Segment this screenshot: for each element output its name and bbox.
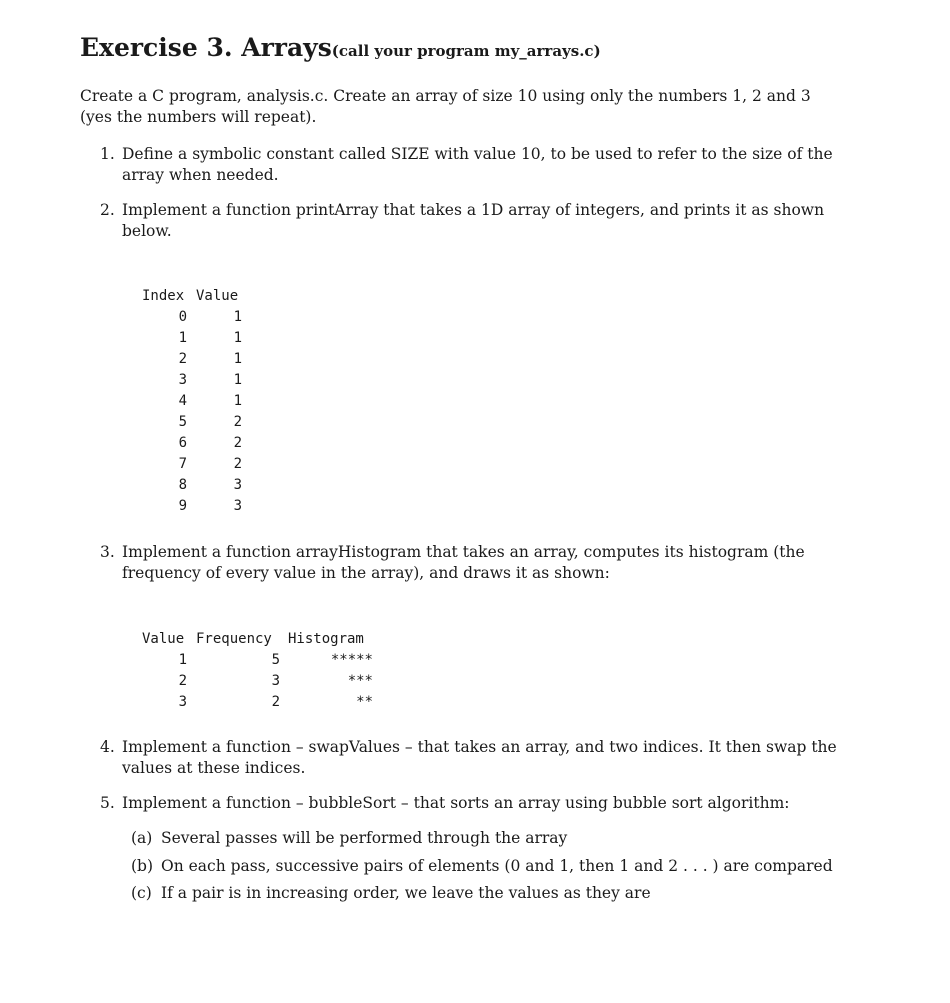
cell-histogram: ***	[347, 673, 373, 689]
sub-item-text: On each pass, successive pairs of elements (0 and 1, then 1 and 2 . . . ) are compared	[161, 857, 833, 875]
cell-histogram: **	[356, 694, 373, 710]
cell-value: 3	[233, 477, 242, 493]
histogram-output	[142, 629, 373, 713]
table-row	[142, 433, 242, 454]
table-row	[142, 412, 242, 433]
exercise-title: Exercise 3. Arrays	[80, 33, 332, 62]
table-row	[142, 328, 242, 349]
cell-value: 1	[233, 351, 242, 367]
table-row	[142, 454, 242, 475]
header-histogram: Histogram	[288, 631, 364, 647]
cell-value: 3	[178, 694, 187, 710]
cell-value: 3	[233, 498, 242, 514]
table-row	[142, 671, 373, 692]
cell-value: 2	[233, 414, 242, 430]
header-value: Value	[196, 288, 239, 304]
item-number: 4.	[100, 738, 115, 756]
table-row	[142, 650, 373, 671]
item-number: 5.	[100, 794, 115, 812]
cell-index: 9	[178, 498, 187, 514]
table-header-row	[142, 629, 364, 650]
item-text: Implement a function arrayHistogram that takes an array, computes its histogram (the frequency of every value in the array), and draws it as shown:	[122, 543, 805, 582]
cell-value: 1	[178, 652, 187, 668]
cell-frequency: 5	[271, 652, 280, 668]
header-value: Value	[142, 631, 185, 647]
cell-value: 2	[233, 435, 242, 451]
cell-value: 1	[233, 372, 242, 388]
cell-value: 1	[233, 393, 242, 409]
cell-index: 4	[178, 393, 187, 409]
sub-item-text: Several passes will be performed through the array	[161, 829, 568, 847]
print-array-output	[142, 286, 242, 517]
sub-item-label: (b)	[131, 857, 154, 875]
table-row	[142, 496, 242, 517]
cell-index: 7	[178, 456, 187, 472]
cell-index: 5	[178, 414, 187, 430]
cell-value: 1	[233, 309, 242, 325]
table-row	[142, 475, 242, 496]
sub-item-label: (c)	[131, 884, 152, 902]
exercise-heading	[80, 33, 601, 62]
sub-item-label: (a)	[131, 829, 153, 847]
cell-index: 6	[178, 435, 187, 451]
cell-value: 1	[233, 330, 242, 346]
header-index: Index	[142, 288, 185, 304]
cell-index: 0	[178, 309, 187, 325]
cell-index: 3	[178, 372, 187, 388]
histogram-rows	[142, 650, 373, 713]
exercise-subtitle: (call your program my_arrays.c)	[331, 42, 601, 60]
cell-frequency: 2	[271, 694, 280, 710]
item-text: Implement a function – bubbleSort – that sorts an array using bubble sort algorithm:	[122, 794, 790, 812]
header-frequency: Frequency	[196, 631, 272, 647]
cell-value: 2	[178, 673, 187, 689]
cell-index: 2	[178, 351, 187, 367]
cell-frequency: 3	[271, 673, 280, 689]
table-row	[142, 370, 242, 391]
intro-paragraph: Create a C program, analysis.c. Create an array of size 10 using only the numbers 1, 2 and 3 (yes the numbers will repeat).	[80, 87, 811, 126]
table-row	[142, 692, 373, 713]
table-row	[142, 349, 242, 370]
table-row	[142, 307, 242, 328]
cell-index: 1	[178, 330, 187, 346]
item-text: Define a symbolic constant called SIZE with value 10, to be used to refer to the size of the array when needed.	[122, 145, 833, 184]
array-rows	[142, 307, 242, 517]
table-header-row	[142, 286, 239, 307]
cell-histogram: *****	[330, 652, 373, 668]
sub-item-text: If a pair is in increasing order, we leave the values as they are	[161, 884, 651, 902]
cell-value: 2	[233, 456, 242, 472]
item-text: Implement a function – swapValues – that takes an array, and two indices. It then swap the values at these indices.	[122, 738, 837, 777]
item-number: 3.	[100, 543, 115, 561]
cell-index: 8	[178, 477, 187, 493]
item-text: Implement a function printArray that takes a 1D array of integers, and prints it as shown below.	[122, 201, 825, 240]
table-row	[142, 391, 242, 412]
item-number: 2.	[100, 201, 115, 219]
item-number: 1.	[100, 145, 115, 163]
